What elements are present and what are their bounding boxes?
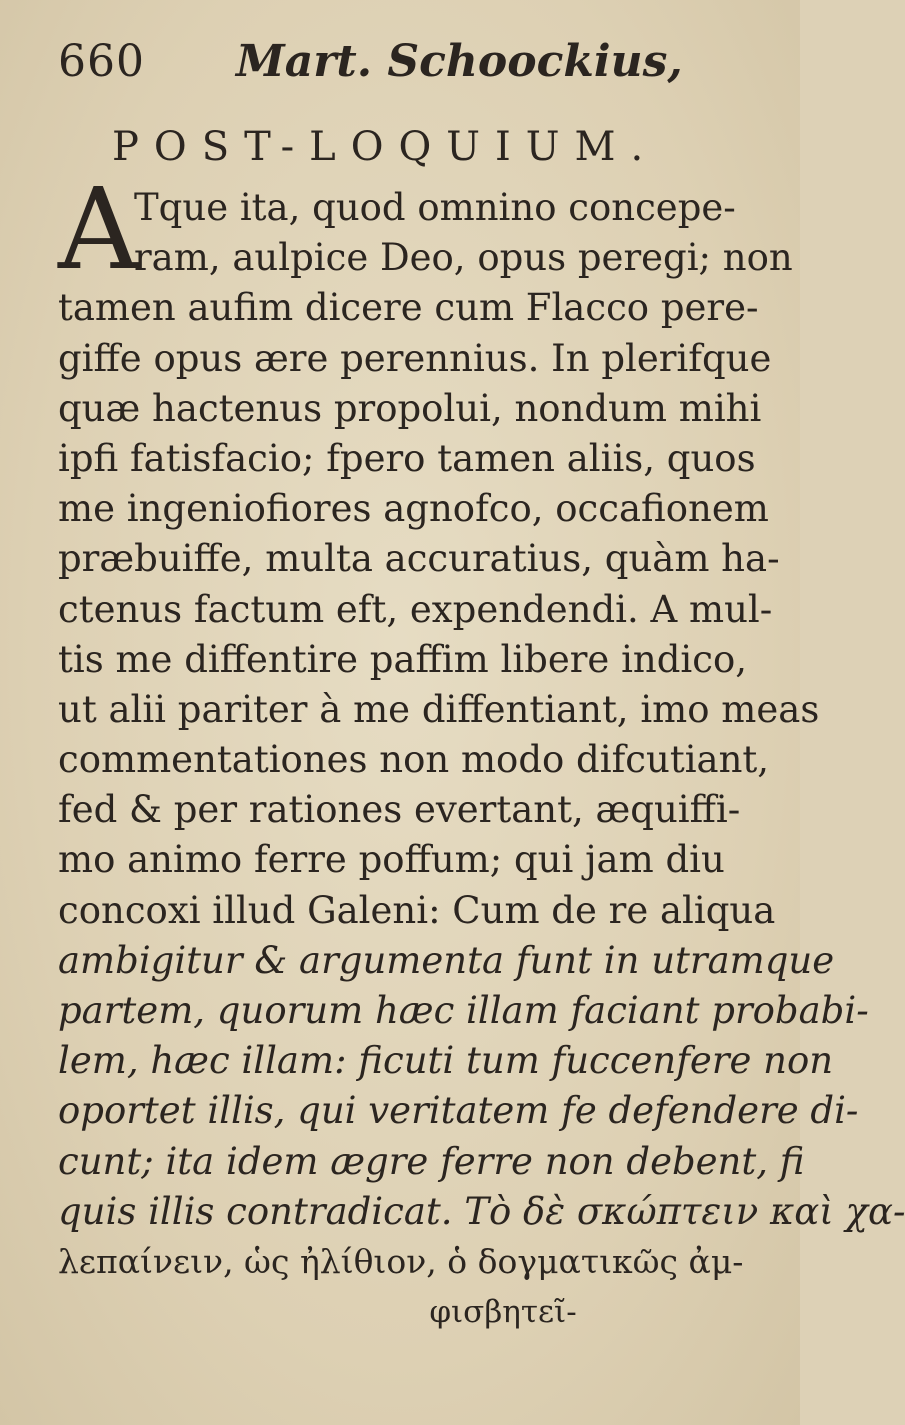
text-line: quæ hactenus propolui, nondum mihi — [58, 386, 762, 430]
text-line: commentationes non modo difcutiant, — [58, 738, 770, 782]
text-line: quis illis contradicat. Τὸ δὲ σκώπτειν καὶ χα- — [58, 1189, 905, 1233]
text-line: λεπαίνειν, ὡς ἠλίθιον, ὁ δογματικῶς ἀμ- — [58, 1241, 744, 1281]
running-head — [58, 36, 778, 96]
text-line: lem, hæc illam: ficuti tum fuccenfere non — [58, 1039, 834, 1083]
text-line: φισβητεῖ- — [429, 1294, 577, 1331]
text-line: Tque ita, quod omnino concepe- — [134, 186, 736, 229]
text-line: concoxi illud Galeni: Cum de re aliqua — [58, 888, 776, 932]
text-line: ipfi fatisfacio; fpero tamen aliis, quos — [58, 436, 756, 480]
text-line: præbuiffe, multa accuratius, quàm ha- — [58, 537, 780, 581]
body-text — [58, 165, 905, 1337]
text-line: fed & per rationes evertant, æquiffi- — [58, 788, 741, 832]
text-line: ambigitur & argumenta funt in utramque — [58, 938, 835, 982]
text-line: ram, aulpice Deo, opus peregi; non — [134, 236, 793, 280]
drop-cap: A — [58, 165, 139, 295]
text-line: oportet illis, qui veritatem fe defendere di- — [58, 1089, 859, 1133]
text-line: ctenus factum eft, expendendi. A mul- — [58, 587, 773, 631]
section-title: POST-LOQUIUM. — [112, 124, 659, 170]
text-line: ut alii pariter à me diffentiant, imo meas — [58, 687, 820, 731]
text-line: partem, quorum hæc illam faciant probabi- — [58, 989, 869, 1032]
text-line: giffe opus ære perennius. In plerifque — [58, 336, 772, 380]
text-line: tamen aufim dicere cum Flacco pere- — [58, 286, 759, 330]
text-line: me ingeniofiores agnofco, occafionem — [58, 487, 769, 531]
text-line: mo animo ferre poffum; qui jam diu — [58, 838, 725, 882]
text-line: tis me diffentire paffim libere indico, — [58, 637, 748, 681]
running-title: Mart. Schoockius, — [236, 36, 683, 87]
text-line: cunt; ita idem ægre ferre non debent, fi — [58, 1139, 805, 1183]
page-number: 660 — [58, 36, 145, 87]
